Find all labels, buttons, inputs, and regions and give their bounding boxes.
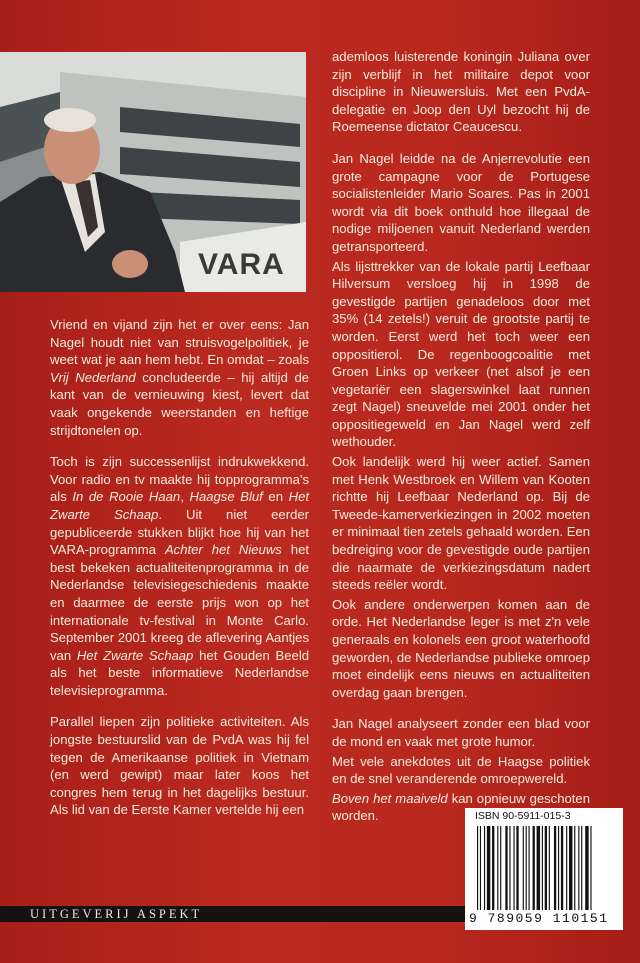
barcode-bar bbox=[480, 826, 481, 910]
barcode-bar bbox=[549, 826, 550, 910]
paragraph: Toch is zijn successenlijst indrukwekkend. Voor radio en tv maakte hij topprogramma's als In de Rooie Haan, Haagse Bluf en Het Zwarte Schaap. Uit niet eerder gepubliceerde stukken blijkt hoe hij van het VARA-programma Achter het Nieuws het best bekeken actualiteitenprogramma in de Nederlandse televisiegeschiedenis maakte en daarmee de eerste prijs won op het internationale tv-festival in Monte Carlo. September 2001 kreeg de aflevering Aantjes van Het Zwarte Schaap het Gouden Beeld als het beste informatieve Nederlandse televisieprogramma. bbox=[50, 454, 310, 698]
barcode-bar bbox=[509, 826, 510, 910]
barcode-bar bbox=[533, 826, 535, 910]
ean-number: 9 789059 110151 bbox=[469, 911, 609, 926]
paragraph: Parallel liepen zijn politieke activiteiten. Als jongste bestuurslid van de PvdA was hij fel tegen de Amerikaanse politiek in Vietnam (en werd gewipt) maar later koos het congres hem terug in het dagelijks bestuur. Als lid van de Eerste Kamer vertelde hij een bbox=[50, 714, 309, 818]
right-column-text bbox=[332, 48, 590, 825]
barcode-bar bbox=[554, 826, 556, 910]
barcode-bar bbox=[497, 826, 498, 910]
barcode-bar bbox=[558, 826, 559, 910]
barcode-bar bbox=[529, 826, 530, 910]
barcode-bar bbox=[492, 826, 494, 910]
barcode-bars bbox=[477, 826, 611, 910]
barcode-bar bbox=[523, 826, 524, 910]
barcode-bar bbox=[545, 826, 547, 910]
barcode-bar bbox=[578, 826, 579, 910]
paragraph: Vriend en vijand zijn het er over eens: Jan Nagel houdt niet van struisvogelpolitiek, je weet wat je aan hem hebt. En omdat – zoals Vrij Nederland concludeerde – hij altijd de kant van de vernieuwing kiest, levert dat vaak ongekende weerstanden en heftige strijdtonelen op. bbox=[50, 317, 310, 438]
barcode-bar bbox=[581, 826, 582, 910]
barcode-bar bbox=[513, 826, 514, 910]
barcode-bar bbox=[585, 826, 588, 910]
barcode-bar bbox=[569, 826, 572, 910]
paragraph: Als lijsttrekker van de lokale partij Leefbaar Hilversum versloeg hij in 1998 de gevestigde partijen genadeloos door met 35% (14 zetels!) veruit de grootste partij te worden. Eerst werd het toch weer een oppositierol. De regenboogcoalitie met Groen Links op verkeer (net alsof je een vegetariër een slagerswinkel laat runnen zegt Nagel) sneuvelde mei 2001 onder het oppositiegeweld en Jan Nagel werd zelf wethouder. bbox=[332, 258, 590, 450]
publisher-name: UITGEVERIJ ASPEKT bbox=[30, 907, 203, 921]
barcode-bar bbox=[477, 826, 478, 910]
paragraph: Ook andere onderwerpen komen aan de orde. Het Nederlandse leger is met z'n vele generaals en kolonels een groot waterhoofd geworden, de Nederlandse publieke omroep moet eindelijk eens nieuws en actualiteiten overdag gaan brengen. bbox=[332, 596, 590, 700]
vara-sign: VARA bbox=[198, 248, 285, 281]
barcode-bar bbox=[590, 826, 591, 910]
barcode-bar bbox=[537, 826, 540, 910]
barcode-bar bbox=[561, 826, 563, 910]
barcode-bar bbox=[487, 826, 490, 910]
barcode-bar bbox=[484, 826, 485, 910]
paragraph: Met vele anekdotes uit de Haagse politiek en de snel veranderende omroepwereld. bbox=[332, 753, 590, 787]
barcode-bar bbox=[566, 826, 567, 910]
left-column-text bbox=[50, 316, 309, 819]
paragraph: Jan Nagel leidde na de Anjerrevolutie een grote campagne voor de Portugese socialistenleider Mario Soares. Pas in 2001 wordt via dit boek onthuld hoe illegaal de nodige miljoenen vanuit Nederland werden getransporteerd. bbox=[332, 150, 590, 254]
barcode bbox=[465, 808, 623, 930]
barcode-bar bbox=[505, 826, 507, 910]
barcode-bar bbox=[526, 826, 527, 910]
paragraph: ademloos luisterende koningin Juliana over zijn verblijf in het militaire depot voor discipline in Nieuwersluis. Met een PvdA-delegatie en Joop den Uyl bezocht hij de Roemeense dictator Ceaucescu. bbox=[332, 49, 590, 135]
barcode-bar bbox=[500, 826, 501, 910]
author-photo bbox=[0, 52, 306, 292]
barcode-bar bbox=[574, 826, 575, 910]
isbn-label: ISBN 90-5911-015-3 bbox=[475, 810, 571, 822]
barcode-bar bbox=[542, 826, 543, 910]
paragraph: Ook landelijk werd hij weer actief. Samen met Henk Westbroek en Willem van Kooten richtte hij Leefbaar Nederland op. Bij de Tweede-kamerverkiezingen in 2002 moeten er minimaal tien zetels gehaald worden. Een bedreiging voor de gevestigde oude partijen die naarmate de verkiezingsdatum nadert steeds reëler wordt. bbox=[332, 454, 590, 593]
paragraph: Jan Nagel analyseert zonder een blad voor de mond en vaak met grote humor. bbox=[332, 716, 590, 749]
paragraph: Boven het maaiveld kan opnieuw geschoten worden. bbox=[332, 790, 590, 824]
barcode-bar bbox=[516, 826, 518, 910]
